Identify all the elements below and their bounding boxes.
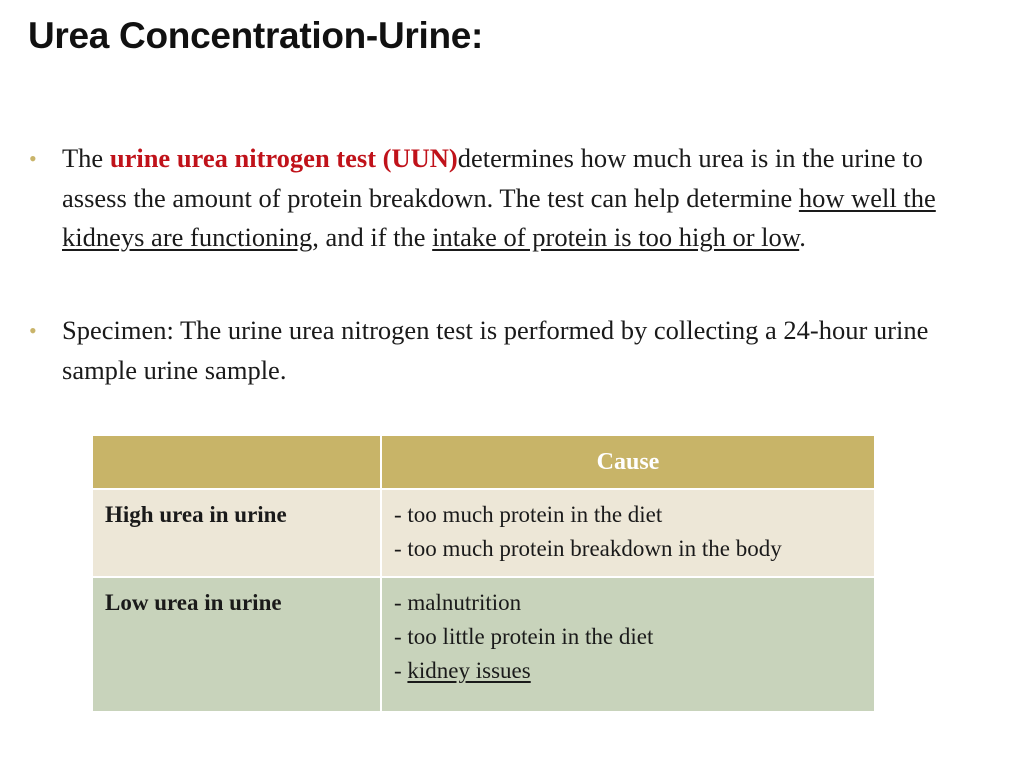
- urea-cause-table: [93, 436, 874, 711]
- cause-item: - malnutrition: [394, 590, 522, 615]
- cause-item: - too much protein breakdown in the body: [394, 536, 782, 561]
- cause-item: - too little protein in the diet: [394, 624, 654, 649]
- table-header-cause: Cause: [381, 436, 874, 489]
- cause-cell: [381, 577, 874, 711]
- test-name-highlight: urine urea nitrogen test (UUN): [109, 143, 458, 173]
- cause-item: - too much protein in the diet: [394, 502, 663, 527]
- table-header-row: [93, 436, 874, 489]
- bullet-uun-definition: [29, 139, 992, 258]
- row-label: High urea in urine: [93, 489, 381, 577]
- bullet-specimen: [29, 311, 992, 390]
- cause-item: [394, 654, 862, 688]
- bullet-marker: •: [29, 318, 37, 343]
- cause-cell: [381, 489, 874, 577]
- table-row-high-urea: [93, 489, 874, 577]
- row-label: Low urea in urine: [93, 577, 381, 711]
- bullet-text-segment: Specimen: The urine urea nitrogen test is performed by collecting a 24-hour urine sample urine sample.: [62, 315, 929, 385]
- kidney-issues-underline: kidney issues: [407, 658, 531, 683]
- kidney-function-underline: how well the kidneys are functioning: [62, 182, 936, 252]
- table-row-low-urea: [93, 577, 874, 711]
- cause-item-prefix: -: [394, 658, 408, 683]
- bullet-marker: •: [29, 146, 37, 171]
- bullet-text-segment: The: [62, 143, 110, 173]
- protein-intake-underline: intake of protein is too high or low: [432, 222, 800, 252]
- bullet-text-segment: , and if the: [312, 222, 433, 252]
- bullet-text-segment: .: [799, 222, 806, 252]
- slide-title: Urea Concentration-Urine:: [28, 15, 484, 56]
- bullet-text-segment: determines how much urea is in the urine to assess the amount of protein breakdown. The test can help determine: [62, 143, 923, 213]
- table-header-empty: [93, 436, 381, 489]
